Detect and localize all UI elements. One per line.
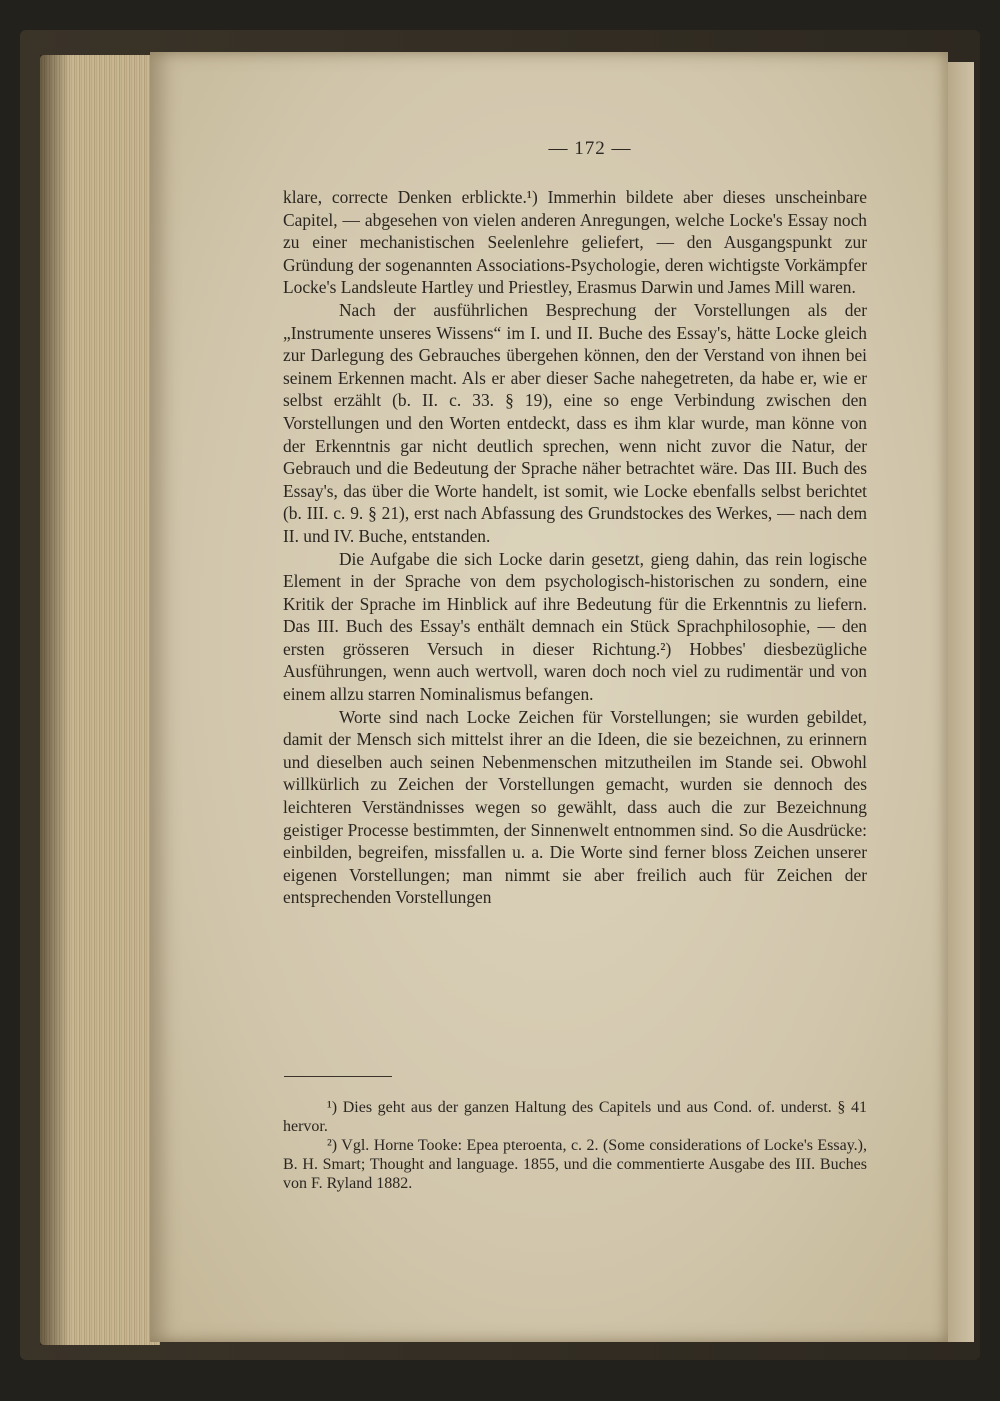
next-page-edge — [948, 62, 974, 1342]
footnote: ²) Vgl. Horne Tooke: Epea pteroenta, c. 2. (Some considerations of Locke's Essay.), B. H. Smart; Thought and language. 1855, und die commentierte Ausgabe des III. Buches von F. Ryland 1882. — [283, 1137, 867, 1192]
footnote-divider — [284, 1076, 392, 1077]
footnotes — [283, 1098, 867, 1193]
paragraph: Nach der ausführlichen Besprechung der Vorstellungen als der „Instrumente unseres Wissens“ im I. und II. Buche des Essay's, hätte Locke gleich zur Darlegung des Gebrauches übergehen können, den der Verstand von ihnen bei seinem Erkennen macht. Als er aber dieser Sache nahegetreten, da habe er, wie er selbst erzählt (b. II. c. 33. § 19), eine so enge Verbindung zwischen den Vorstellungen und den Worten entdeckt, dass es ihm klar wurde, man könne von der Erkenntnis gar nicht deutlich sprechen, wenn nicht zuvor die Natur, der Gebrauch und die Bedeutung der Sprache näher betrachtet wäre. Das III. Buch des Essay's, das über die Worte handelt, ist somit, wie Locke ebenfalls selbst berichtet (b. III. c. 9. § 21), erst nach Abfassung des Grundstockes des Werkes, — nach dem II. und IV. Buche, entstanden. — [283, 299, 867, 546]
paragraph: klare, correcte Denken erblickte.¹) Immerhin bildete aber dieses unscheinbare Capitel, — abgesehen von vielen anderen Anregungen, welche Locke's Essay noch zu einer mechanistischen Seelenlehre geliefert, — den Ausgangspunkt zur Gründung der sogenannten Associations-Psychologie, deren wichtigste Vorkämpfer Locke's Landsleute Hartley und Priestley, Erasmus Darwin und James Mill waren. — [283, 187, 867, 298]
paragraph: Die Aufgabe die sich Locke darin gesetzt, gieng dahin, das rein logische Element in der Sprache von dem psychologisch-historischen zu sondern, eine Kritik der Sprache im Hinblick auf ihre Bedeutung für die Erkenntnis zu liefern. Das III. Buch des Essay's enthält demnach ein Stück Sprachphilosophie, — den ersten grösseren Versuch in dieser Richtung.²) Hobbes' diesbezügliche Ausführungen, wenn auch wertvoll, waren doch noch viel zu rudimentär und von einem allzu starren Nominalismus befangen. — [283, 548, 867, 705]
page-number: — 172 — — [548, 138, 632, 159]
footnote: ¹) Dies geht aus der ganzen Haltung des Capitels und aus Cond. of. underst. § 41 hervor. — [283, 1099, 867, 1135]
paragraph: Worte sind nach Locke Zeichen für Vorstellungen; sie wurden gebildet, damit der Mensch sich mittelst ihrer an die Ideen, die sie bezeichnen, zu erinnern und dieselben auch seinen Nebenmenschen mitzutheilen im Stande sei. Obwohl willkürlich zu Zeichen der Vorstellungen gemacht, wurden sie dennoch des leichteren Verständnisses wegen so gewählt, dass auch die zur Bezeichnung geistiger Processe bestimmten, der Sinnenwelt entnommen sind. So die Ausdrücke: einbilden, begreifen, missfallen u. a. Die Worte sind ferner bloss Zeichen unserer eigenen Vorstellungen; man nimmt sie aber freilich auch für Zeichen der entsprechenden Vorstellungen — [283, 706, 867, 908]
page-block-shadow — [40, 55, 70, 1345]
body-text — [283, 186, 867, 909]
